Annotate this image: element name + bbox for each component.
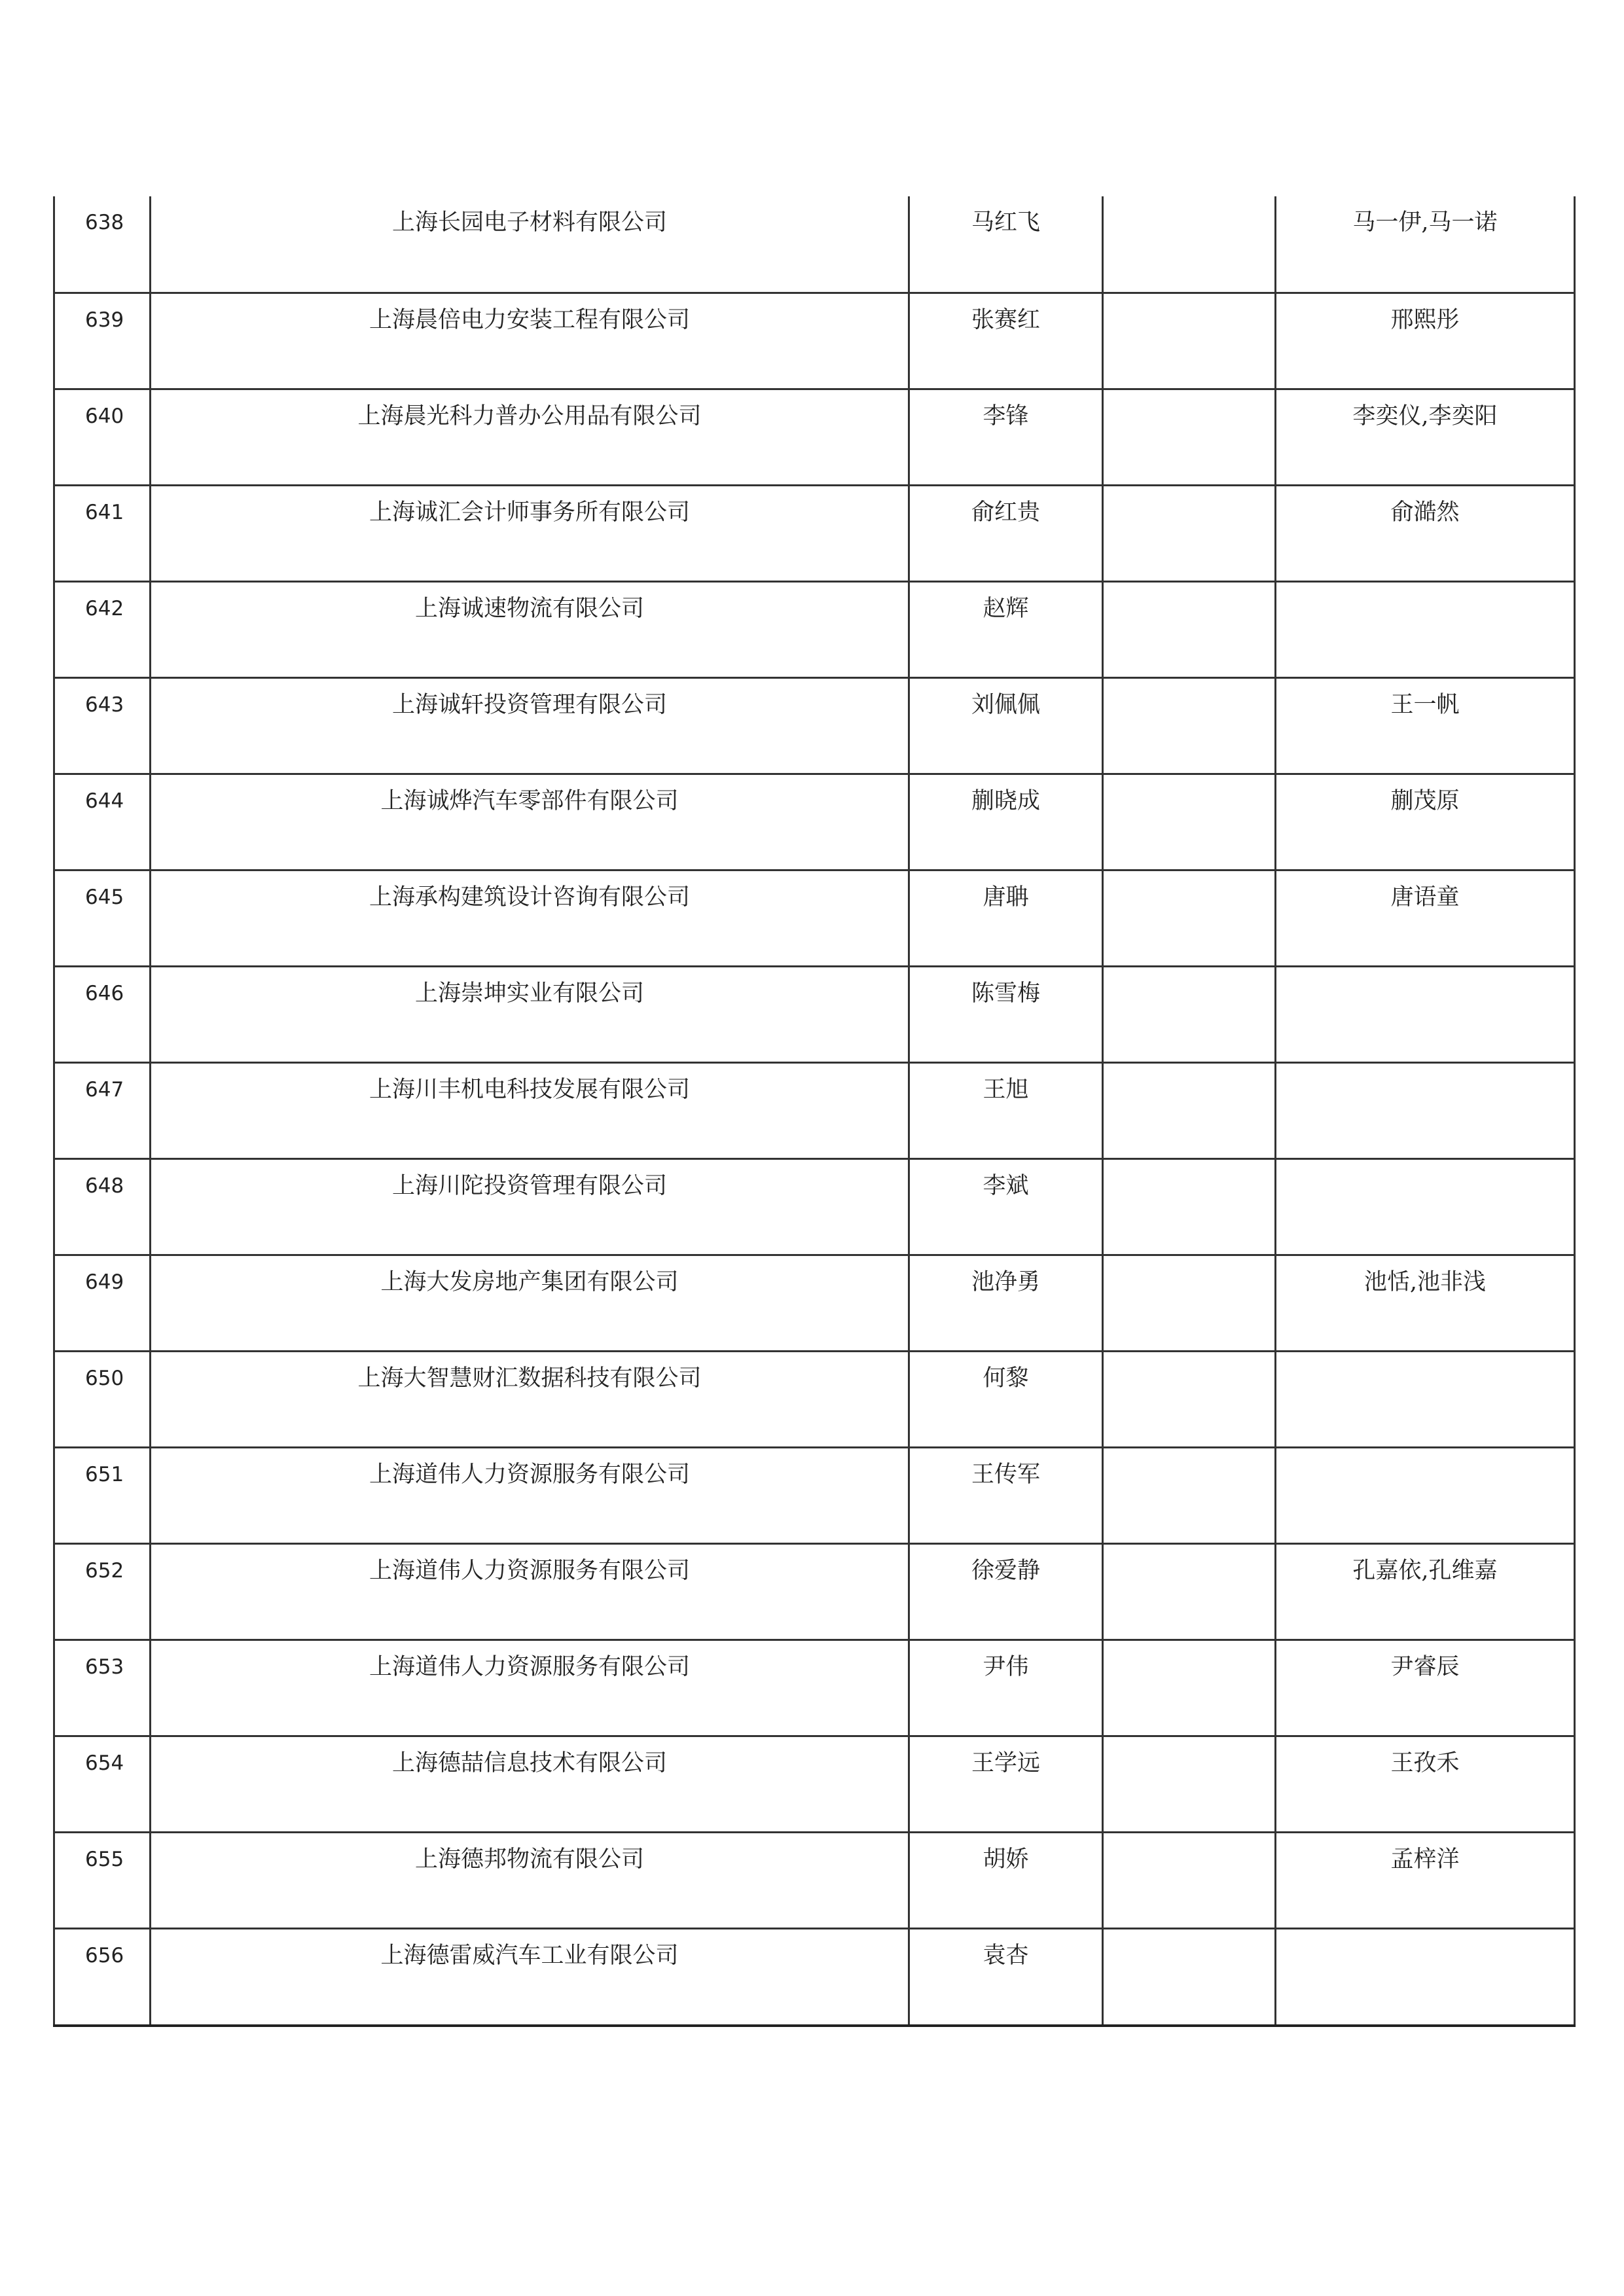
company-name: 上海大发房地产集团有限公司	[151, 1255, 909, 1351]
row-number: 654	[54, 1736, 151, 1832]
company-name: 上海德喆信息技术有限公司	[151, 1736, 909, 1832]
table-row	[54, 1640, 1575, 1736]
empty-cell	[1103, 1447, 1276, 1543]
children-names: 马一伊,马一诺	[1276, 196, 1575, 293]
row-number: 641	[54, 485, 151, 581]
table-row	[54, 1158, 1575, 1255]
row-number: 648	[54, 1158, 151, 1255]
table-row	[54, 1351, 1575, 1447]
children-names: 池恬,池非浅	[1276, 1255, 1575, 1351]
children-names	[1276, 966, 1575, 1062]
children-names: 王孜禾	[1276, 1736, 1575, 1832]
employee-name: 尹伟	[909, 1640, 1103, 1736]
company-name: 上海道伟人力资源服务有限公司	[151, 1640, 909, 1736]
employee-name: 袁杏	[909, 1928, 1103, 2026]
employee-name: 赵辉	[909, 581, 1103, 677]
empty-cell	[1103, 1158, 1276, 1255]
table-row	[54, 1543, 1575, 1640]
employee-name: 何黎	[909, 1351, 1103, 1447]
row-number: 652	[54, 1543, 151, 1640]
company-name: 上海晨光科力普办公用品有限公司	[151, 389, 909, 485]
employee-name: 池净勇	[909, 1255, 1103, 1351]
children-names	[1276, 1928, 1575, 2026]
empty-cell	[1103, 293, 1276, 389]
children-names	[1276, 1158, 1575, 1255]
row-number: 645	[54, 870, 151, 966]
children-names	[1276, 1447, 1575, 1543]
company-name: 上海德邦物流有限公司	[151, 1832, 909, 1928]
empty-cell	[1103, 677, 1276, 774]
table-row	[54, 485, 1575, 581]
empty-cell	[1103, 1543, 1276, 1640]
empty-cell	[1103, 966, 1276, 1062]
table-row	[54, 293, 1575, 389]
table-row	[54, 1832, 1575, 1928]
empty-cell	[1103, 1255, 1276, 1351]
row-number: 644	[54, 774, 151, 870]
table-row	[54, 1736, 1575, 1832]
company-name: 上海大智慧财汇数据科技有限公司	[151, 1351, 909, 1447]
employee-name: 徐爱静	[909, 1543, 1103, 1640]
company-name: 上海晨倍电力安装工程有限公司	[151, 293, 909, 389]
company-name: 上海道伟人力资源服务有限公司	[151, 1447, 909, 1543]
row-number: 653	[54, 1640, 151, 1736]
children-names	[1276, 581, 1575, 677]
empty-cell	[1103, 196, 1276, 293]
row-number: 638	[54, 196, 151, 293]
employee-name: 王旭	[909, 1062, 1103, 1158]
company-name: 上海长园电子材料有限公司	[151, 196, 909, 293]
children-names: 蒯茂原	[1276, 774, 1575, 870]
table-row	[54, 581, 1575, 677]
table-row	[54, 1928, 1575, 2026]
company-name: 上海诚速物流有限公司	[151, 581, 909, 677]
table-row	[54, 966, 1575, 1062]
empty-cell	[1103, 389, 1276, 485]
employee-name: 王学远	[909, 1736, 1103, 1832]
employee-name: 李斌	[909, 1158, 1103, 1255]
children-names: 王一帆	[1276, 677, 1575, 774]
empty-cell	[1103, 870, 1276, 966]
children-names: 尹睿辰	[1276, 1640, 1575, 1736]
company-name: 上海川丰机电科技发展有限公司	[151, 1062, 909, 1158]
children-names: 唐语童	[1276, 870, 1575, 966]
row-number: 642	[54, 581, 151, 677]
table-row	[54, 677, 1575, 774]
employee-name: 王传军	[909, 1447, 1103, 1543]
table-row	[54, 1062, 1575, 1158]
row-number: 651	[54, 1447, 151, 1543]
table-row	[54, 196, 1575, 293]
row-number: 646	[54, 966, 151, 1062]
company-name: 上海川陀投资管理有限公司	[151, 1158, 909, 1255]
table-row	[54, 1255, 1575, 1351]
employee-name: 蒯晓成	[909, 774, 1103, 870]
children-names: 孟梓洋	[1276, 1832, 1575, 1928]
empty-cell	[1103, 485, 1276, 581]
empty-cell	[1103, 581, 1276, 677]
roster-table	[53, 196, 1576, 2027]
employee-name: 张赛红	[909, 293, 1103, 389]
employee-name: 马红飞	[909, 196, 1103, 293]
company-name: 上海承构建筑设计咨询有限公司	[151, 870, 909, 966]
children-names	[1276, 1062, 1575, 1158]
empty-cell	[1103, 1640, 1276, 1736]
row-number: 656	[54, 1928, 151, 2026]
children-names	[1276, 1351, 1575, 1447]
empty-cell	[1103, 774, 1276, 870]
row-number: 650	[54, 1351, 151, 1447]
employee-name: 刘佩佩	[909, 677, 1103, 774]
company-name: 上海诚烨汽车零部件有限公司	[151, 774, 909, 870]
company-name: 上海德雷威汽车工业有限公司	[151, 1928, 909, 2026]
table-row	[54, 1447, 1575, 1543]
row-number: 647	[54, 1062, 151, 1158]
row-number: 643	[54, 677, 151, 774]
children-names: 邢熙彤	[1276, 293, 1575, 389]
company-name: 上海道伟人力资源服务有限公司	[151, 1543, 909, 1640]
roster-table-body	[54, 196, 1575, 2026]
row-number: 655	[54, 1832, 151, 1928]
row-number: 639	[54, 293, 151, 389]
empty-cell	[1103, 1351, 1276, 1447]
employee-name: 俞红贵	[909, 485, 1103, 581]
empty-cell	[1103, 1928, 1276, 2026]
table-row	[54, 774, 1575, 870]
company-name: 上海诚汇会计师事务所有限公司	[151, 485, 909, 581]
children-names: 俞澔然	[1276, 485, 1575, 581]
table-row	[54, 870, 1575, 966]
employee-name: 李锋	[909, 389, 1103, 485]
table-row	[54, 389, 1575, 485]
company-name: 上海诚轩投资管理有限公司	[151, 677, 909, 774]
employee-name: 胡娇	[909, 1832, 1103, 1928]
empty-cell	[1103, 1062, 1276, 1158]
company-name: 上海崇坤实业有限公司	[151, 966, 909, 1062]
row-number: 640	[54, 389, 151, 485]
children-names: 孔嘉依,孔维嘉	[1276, 1543, 1575, 1640]
employee-name: 陈雪梅	[909, 966, 1103, 1062]
empty-cell	[1103, 1832, 1276, 1928]
empty-cell	[1103, 1736, 1276, 1832]
row-number: 649	[54, 1255, 151, 1351]
children-names: 李奕仪,李奕阳	[1276, 389, 1575, 485]
employee-name: 唐聃	[909, 870, 1103, 966]
